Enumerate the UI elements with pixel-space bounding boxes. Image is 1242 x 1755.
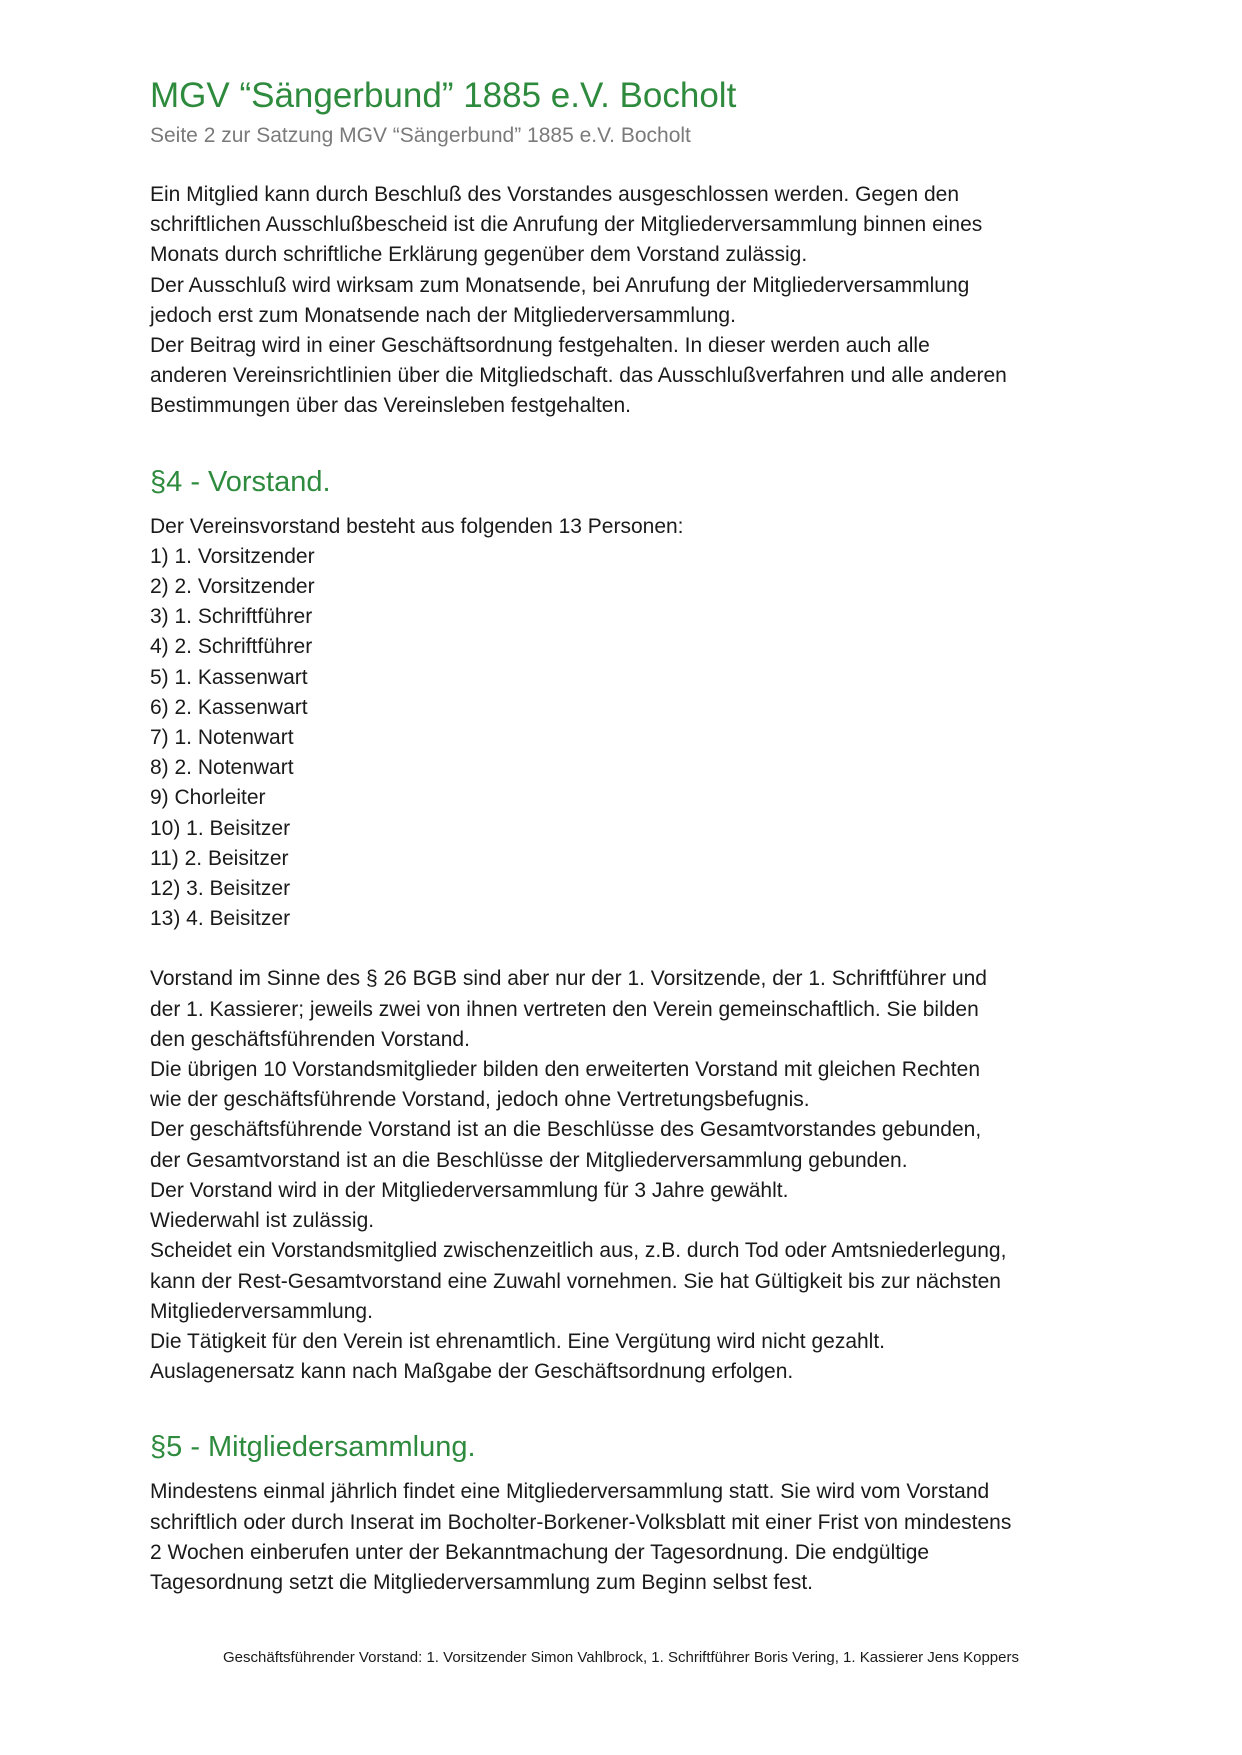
document-page bbox=[150, 72, 1110, 1598]
text-line: Bestimmungen über das Vereinsleben festgehalten. bbox=[150, 394, 631, 418]
list-item: 1) 1. Vorsitzender bbox=[150, 544, 315, 568]
text-line: anderen Vereinsrichtlinien über die Mitgliedschaft. das Ausschlußverfahren und alle anderen bbox=[150, 364, 1007, 388]
text-line: Der Ausschluß wird wirksam zum Monatsende, bei Anrufung der Mitgliederversammlung bbox=[150, 273, 970, 297]
paragraph-spacer bbox=[150, 934, 1110, 964]
text-line: Die Tätigkeit für den Verein ist ehrenamtlich. Eine Vergütung wird nicht gezahlt. bbox=[150, 1329, 886, 1353]
list-item: 10) 1. Beisitzer bbox=[150, 816, 291, 840]
list-item: 9) Chorleiter bbox=[150, 786, 266, 810]
text-line: Wiederwahl ist zulässig. bbox=[150, 1209, 375, 1233]
text-line: Die übrigen 10 Vorstandsmitglieder bilden den erweiterten Vorstand mit gleichen Rechten bbox=[150, 1058, 980, 1082]
text-line: Vorstand im Sinne des § 26 BGB sind aber nur der 1. Vorsitzende, der 1. Schriftführer und bbox=[150, 967, 987, 991]
text-line: Der geschäftsführende Vorstand ist an die Beschlüsse des Gesamtvorstandes gebunden, bbox=[150, 1118, 982, 1142]
text-line: der 1. Kassierer; jeweils zwei von ihnen vertreten den Verein gemeinschaftlich. Sie bilden bbox=[150, 997, 979, 1021]
text-line: kann der Rest-Gesamtvorstand eine Zuwahl vornehmen. Sie hat Gültigkeit bis zur nächsten bbox=[150, 1269, 1001, 1293]
text-line: Der Vorstand wird in der Mitgliederversammlung für 3 Jahre gewählt. bbox=[150, 1178, 789, 1202]
section-5-heading: §5 - Mitgliedersammlung. bbox=[150, 1431, 476, 1464]
section-4-heading: §4 - Vorstand. bbox=[150, 465, 331, 498]
text-line: Mitgliederversammlung. bbox=[150, 1299, 373, 1323]
text-line: Ein Mitglied kann durch Beschluß des Vorstandes ausgeschlossen werden. Gegen den bbox=[150, 183, 959, 206]
section-4-lead: Der Vereinsvorstand besteht aus folgenden 13 Personen: bbox=[150, 514, 684, 538]
list-item: 12) 3. Beisitzer bbox=[150, 877, 291, 901]
section-4-body bbox=[150, 964, 1110, 1387]
list-item: 11) 2. Beisitzer bbox=[150, 846, 289, 870]
list-item: 4) 2. Schriftführer bbox=[150, 635, 313, 659]
list-item: 13) 4. Beisitzer bbox=[150, 907, 291, 931]
list-item: 3) 1. Schriftführer bbox=[150, 605, 313, 629]
page-footer: Geschäftsführender Vorstand: 1. Vorsitzender Simon Vahlbrock, 1. Schriftführer Boris Vering, 1. Kassierer Jens Koppers bbox=[223, 1649, 1019, 1666]
intro-paragraph bbox=[150, 180, 1110, 422]
text-line: Scheidet ein Vorstandsmitglied zwischenzeitlich aus, z.B. durch Tod oder Amtsniederlegung, bbox=[150, 1239, 1007, 1263]
text-line: Der Beitrag wird in einer Geschäftsordnung festgehalten. In dieser werden auch alle bbox=[150, 334, 930, 358]
section-5-body bbox=[150, 1477, 1110, 1598]
page-title: MGV “Sängerbund” 1885 e.V. Bocholt bbox=[150, 76, 737, 115]
text-line: Mindestens einmal jährlich findet eine Mitgliederversammlung statt. Sie wird vom Vorstand bbox=[150, 1480, 990, 1504]
text-line: Tagesordnung setzt die Mitgliederversammlung zum Beginn selbst fest. bbox=[150, 1570, 813, 1594]
list-item: 2) 2. Vorsitzender bbox=[150, 575, 315, 599]
text-line: jedoch erst zum Monatsende nach der Mitgliederversammlung. bbox=[150, 303, 736, 327]
text-line: schriftlichen Ausschlußbescheid ist die Anrufung der Mitgliederversammlung binnen eines bbox=[150, 213, 983, 237]
text-line: den geschäftsführenden Vorstand. bbox=[150, 1027, 470, 1051]
board-member-list bbox=[150, 542, 1110, 935]
list-item: 6) 2. Kassenwart bbox=[150, 695, 308, 719]
list-item: 5) 1. Kassenwart bbox=[150, 665, 308, 689]
list-item: 7) 1. Notenwart bbox=[150, 726, 294, 750]
text-line: wie der geschäftsführende Vorstand, jedoch ohne Vertretungsbefugnis. bbox=[150, 1088, 810, 1112]
text-line: 2 Wochen einberufen unter der Bekanntmachung der Tagesordnung. Die endgültige bbox=[150, 1540, 930, 1564]
text-line: schriftlich oder durch Inserat im Bocholter-Borkener-Volksblatt mit einer Frist von mindestens bbox=[150, 1510, 1012, 1534]
text-line: Auslagenersatz kann nach Maßgabe der Geschäftsordnung erfolgen. bbox=[150, 1360, 794, 1384]
text-line: Monats durch schriftliche Erklärung gegenüber dem Vorstand zulässig. bbox=[150, 243, 808, 267]
text-line: der Gesamtvorstand ist an die Beschlüsse der Mitgliederversammlung gebunden. bbox=[150, 1148, 908, 1172]
page-subtitle: Seite 2 zur Satzung MGV “Sängerbund” 1885 e.V. Bocholt bbox=[150, 124, 691, 147]
list-item: 8) 2. Notenwart bbox=[150, 756, 294, 780]
